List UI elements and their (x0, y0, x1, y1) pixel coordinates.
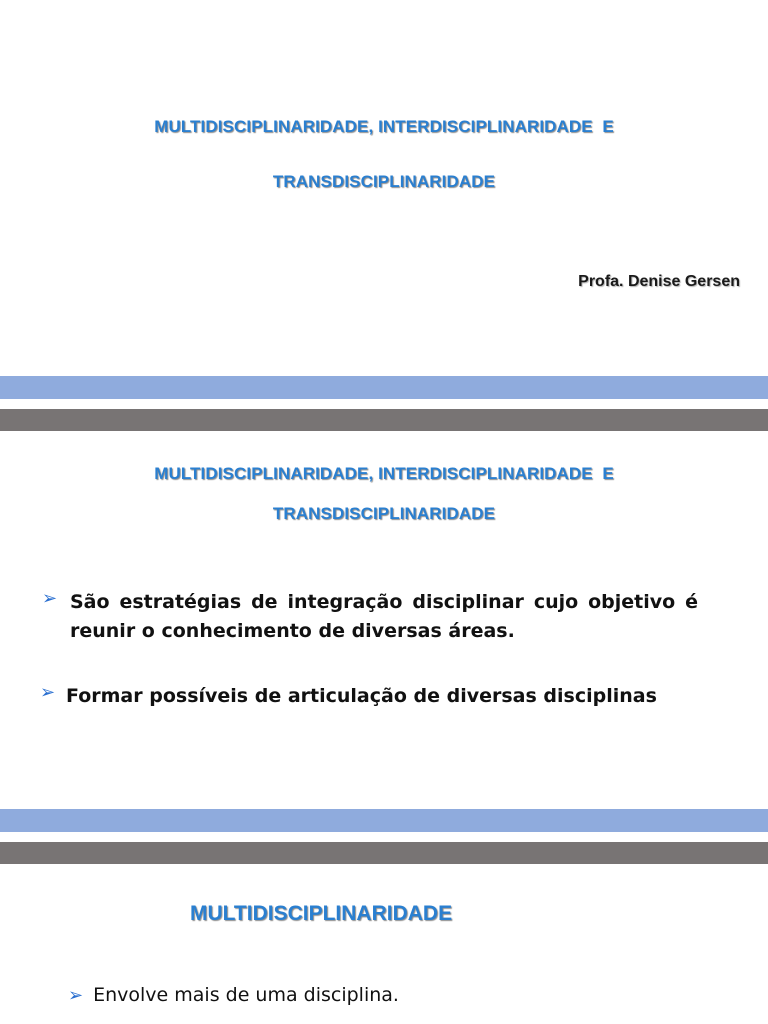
divider-blue-2 (0, 809, 768, 832)
slide-1 (0, 0, 768, 375)
divider-blue-1 (0, 376, 768, 399)
bullet-text-1: São estratégias de integração disciplinar cujo objetivo é reunir o conhecimento de diversas áreas. (70, 591, 698, 642)
slide-3-bullet-text-1: Envolve mais de uma disciplina. (93, 984, 399, 1006)
bullet-item-1 (42, 588, 698, 646)
slide-2-title-line-2: TRANSDISCIPLINARIDADE (272, 504, 496, 523)
arrow-right-icon: ➢ (40, 682, 56, 703)
bullet-text-2: Formar possíveis de articulação de diversas disciplinas (66, 685, 657, 707)
slide-2-title-line-1: MULTIDISCIPLINARIDADE, INTERDISCIPLINARIDADE E (154, 464, 614, 483)
author-name: Profa. Denise Gersen (578, 273, 740, 290)
slide-3-title: MULTIDISCIPLINARIDADE (190, 902, 453, 925)
slide-1-title-line-2: TRANSDISCIPLINARIDADE (272, 172, 496, 191)
arrow-right-icon: ➢ (42, 588, 58, 609)
slide-3-bullet-item-1 (68, 984, 399, 1006)
divider-gray-2 (0, 842, 768, 864)
arrow-right-icon: ➢ (68, 985, 84, 1006)
slide-1-title-line-1: MULTIDISCIPLINARIDADE, INTERDISCIPLINARIDADE E (154, 117, 614, 136)
bullet-item-2 (40, 682, 740, 711)
slide-3 (0, 864, 768, 1024)
divider-gray-1 (0, 409, 768, 431)
slide-2 (0, 432, 768, 809)
